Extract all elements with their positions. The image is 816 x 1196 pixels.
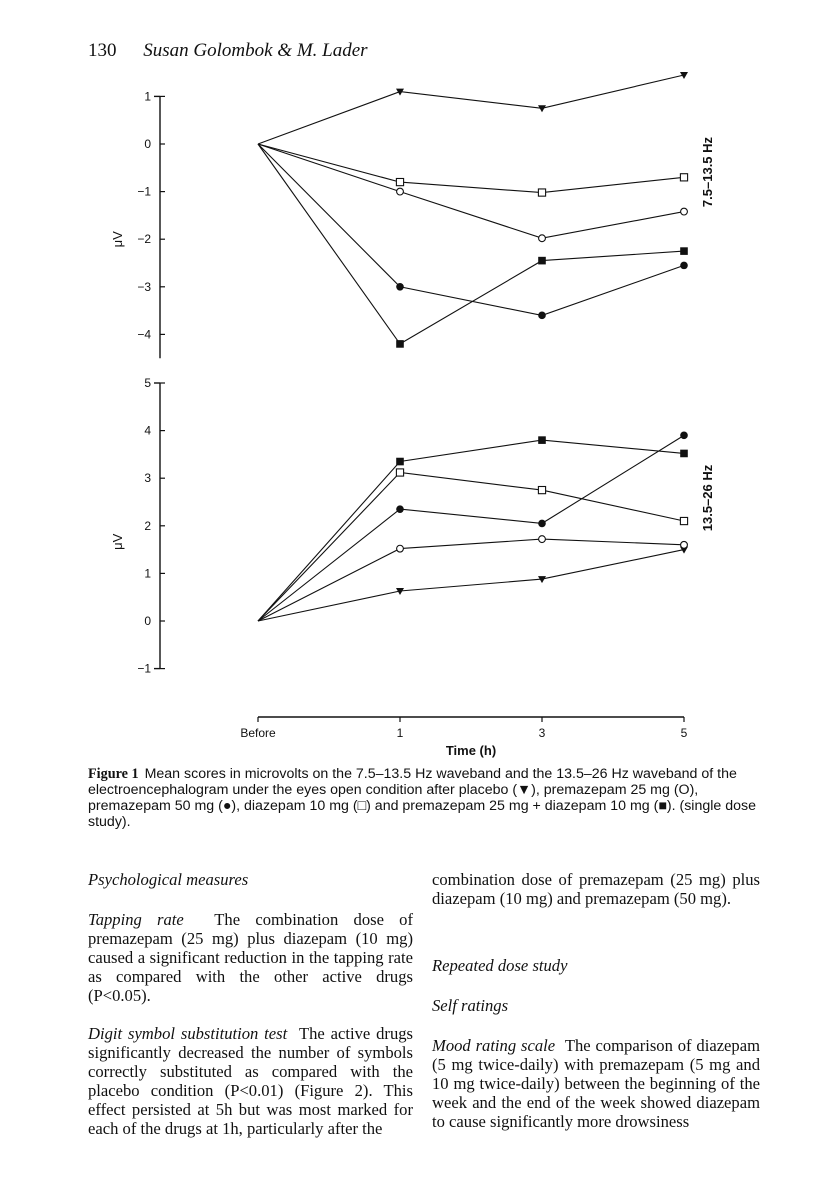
panel-2-point-square-filled [538, 436, 546, 444]
panel-1-point-circle-open [681, 208, 688, 215]
panel-2-y-tick-label: 0 [144, 614, 151, 628]
caption-label: Figure 1 [88, 766, 139, 782]
page-number: 130 [88, 40, 117, 61]
panel-2-waveband-label: 13.5–26 Hz [700, 464, 715, 532]
panel-2-point-square-open [396, 469, 403, 476]
panel-1-y-tick-label: −1 [137, 184, 151, 199]
digit-title: Digit symbol substitution test [88, 1024, 288, 1043]
x-tick-label: 1 [396, 726, 404, 740]
panel-2-point-square-filled [396, 458, 404, 466]
panel-1-point-square-open [680, 174, 687, 181]
panel-2-y-axis-label: μV [110, 533, 125, 550]
panel-2-point-circle-open [539, 536, 546, 543]
digit-text: The active drugs significantly decreased the number of symbols correctly substituted as compared with the placebo condition (P<0.01) (Figure 2). This effect persisted at 5h but was most marked for each of the drugs at 1h, particularly after the [88, 1024, 414, 1138]
mood-text: The comparison of diazepam (5 mg twice-daily) with premazepam (5 mg and 10 mg twice-daily) between the beginning of the week and the end of the week showed diazepam to cause significantly more drowsiness [432, 1036, 760, 1131]
panel-2-series-line-2 [258, 539, 684, 621]
panel-1-y-axis-label: μV [110, 231, 125, 248]
panel-1-series-line-2 [258, 144, 684, 238]
panel-2-point-square-open [680, 517, 687, 524]
paragraph-continuation: combination dose of premazepam (25 mg) plus diazepam (10 mg) and premazepam (50 mg). [432, 870, 760, 908]
panel-1-series-line-1 [258, 75, 684, 144]
running-head-authors: Susan Golombok & M. Lader [143, 40, 368, 61]
panel-1-series-line-5 [258, 144, 684, 344]
paragraph-mood [432, 1036, 760, 1131]
panel-2-y-tick-label: 5 [144, 376, 151, 390]
subheading-self-ratings: Self ratings [432, 996, 509, 1015]
panel-2-y-tick-label: 2 [144, 518, 151, 533]
panel-1-point-circle-filled [680, 262, 688, 270]
panel-2-point-circle-open [397, 545, 404, 552]
panel-1-point-circle-filled [538, 312, 546, 320]
panel-2-point-circle-filled [538, 520, 546, 528]
panel-2-y-tick-label: 3 [144, 471, 151, 486]
panel-1-point-triangle-down [538, 105, 546, 112]
panel-1-waveband-label: 7.5–13.5 Hz [700, 136, 715, 208]
x-tick-label: 5 [680, 726, 688, 740]
panel-1-point-square-filled [680, 247, 688, 255]
panel-1-series-line-3 [258, 144, 684, 315]
panel-1-point-circle-open [539, 235, 546, 242]
panel-2-series-line-1 [258, 550, 684, 621]
panel-2-series-line-5 [258, 440, 684, 621]
panel-2-point-circle-open [681, 541, 688, 548]
panel-1-series-line-4 [258, 144, 684, 193]
tapping-title: Tapping rate [88, 910, 184, 929]
right-column [432, 870, 760, 1131]
panel-2-series-line-4 [258, 473, 684, 622]
panel-1-point-square-filled [538, 257, 546, 265]
x-tick-label: 3 [538, 726, 546, 740]
panel-1-y-tick-label: −4 [137, 327, 151, 342]
mood-title: Mood rating scale [432, 1036, 556, 1055]
panel-1-point-square-filled [396, 340, 404, 348]
paragraph-tapping [88, 910, 413, 1005]
section-heading-repeated-dose: Repeated dose study [432, 956, 568, 975]
panel-2-point-circle-filled [396, 505, 404, 513]
panel-2-y-tick-label: 1 [144, 566, 151, 581]
panel-1-point-square-open [396, 178, 403, 185]
panel-2-point-square-open [538, 487, 545, 494]
panel-2-point-circle-filled [680, 432, 688, 440]
panel-1-point-circle-open [397, 188, 404, 195]
left-column [88, 870, 413, 1138]
x-axis-label: Time (h) [445, 743, 497, 758]
panel-1-point-circle-filled [396, 283, 404, 291]
section-heading-psychological: Psychological measures [88, 870, 249, 889]
x-tick-label: Before [240, 726, 276, 740]
panel-1-y-tick-label: 0 [144, 137, 151, 151]
panel-2-y-tick-label: −1 [137, 661, 151, 676]
panel-1-point-square-open [538, 189, 545, 196]
tapping-text: The combination dose of premazepam (25 mg) plus diazepam (10 mg) caused a significant reduction in the tapping rate as compared with the other active drugs (P<0.05). [88, 910, 414, 1005]
panel-2-point-square-filled [680, 450, 688, 458]
figure-caption [88, 766, 768, 830]
panel-1-y-tick-label: 1 [144, 89, 151, 104]
caption-text: Mean scores in microvolts on the 7.5–13.5 Hz waveband and the 13.5–26 Hz waveband of the electroencephalogram under the eyes open condition after placebo (▼), premazepam 25 mg (O), premazepam 50 mg (●), diazepam 10 mg (□) and premazepam 25 mg + diazepam 10 mg (■). (single dose study). [88, 766, 756, 830]
panel-2-series-line-3 [258, 435, 684, 621]
panel-1-y-tick-label: −2 [137, 232, 151, 247]
paragraph-digit-symbol [88, 1024, 413, 1138]
panel-2-y-tick-label: 4 [144, 423, 151, 438]
panel-1-y-tick-label: −3 [137, 279, 151, 294]
